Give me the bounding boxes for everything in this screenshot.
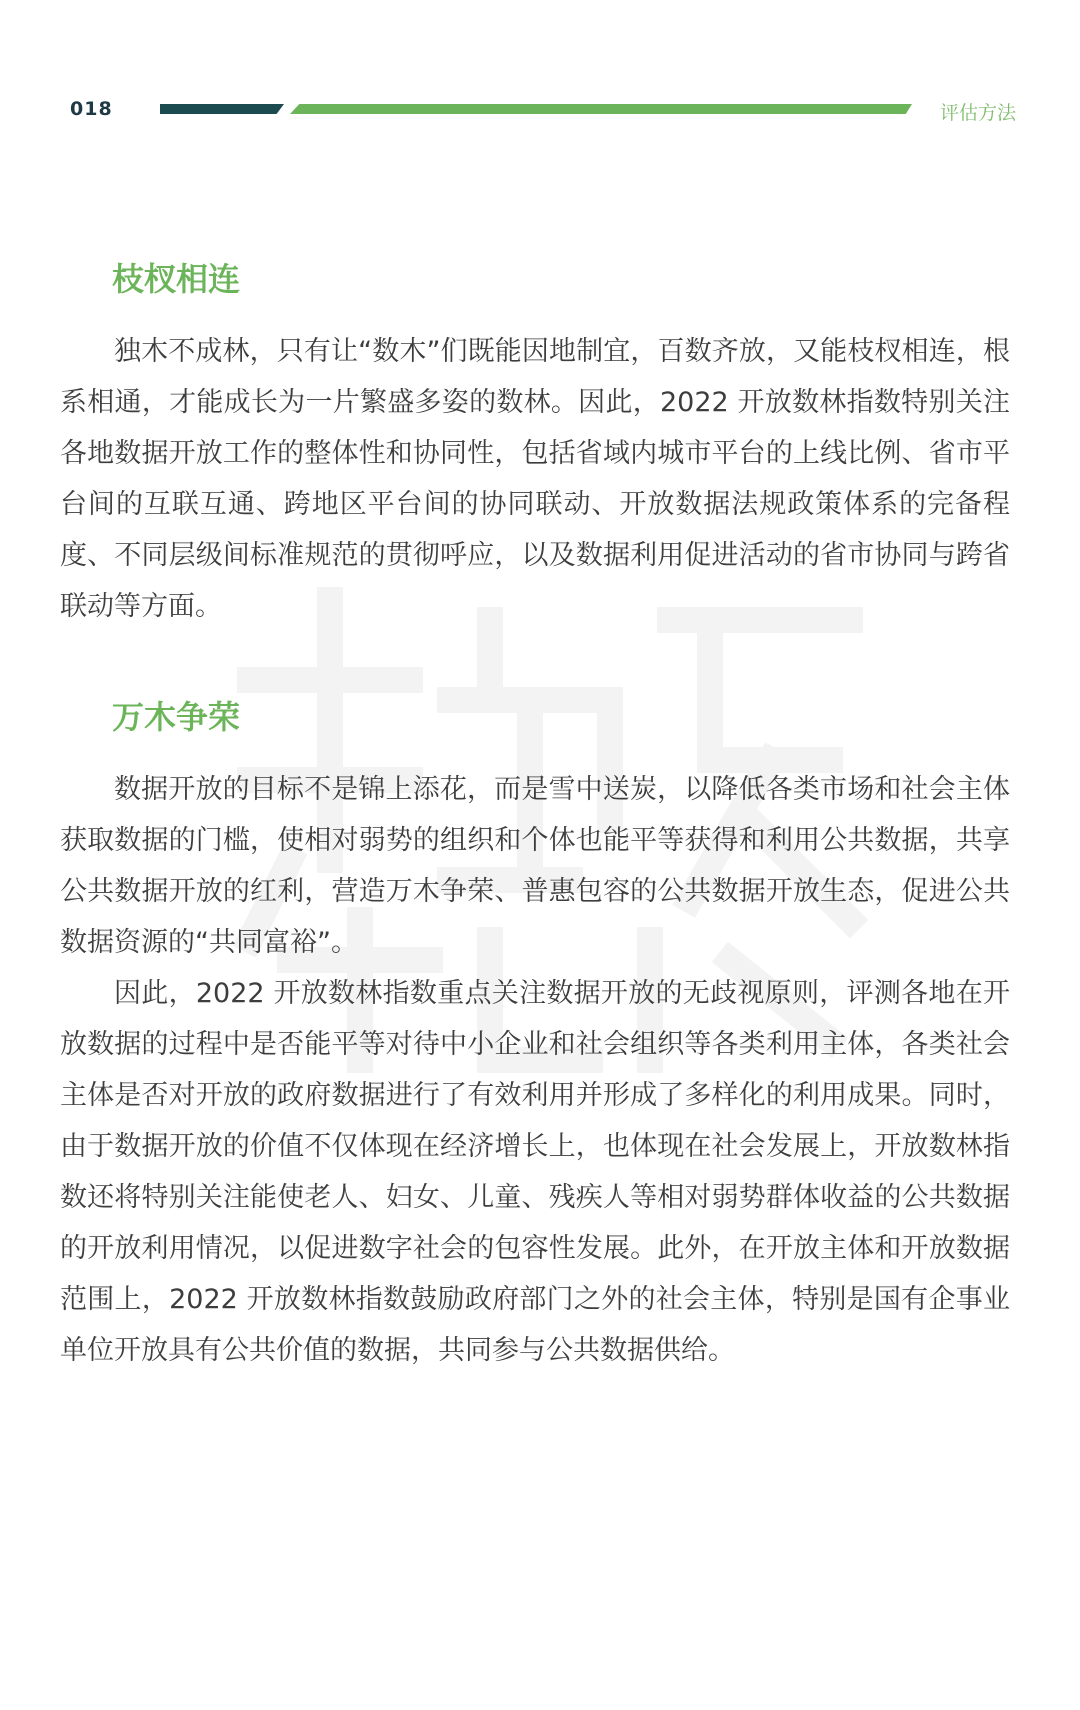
paragraph-flourishing-1: 数据开放的目标不是锦上添花，而是雪中送炭，以降低各类市场和社会主体获取数据的门槛，使相对弱势的组织和个体也能平等获得和利用公共数据，共享公共数据开放的红利，营造万木争荣、普惠包容的公共数据开放生态，促进公共数据资源的“共同富裕”。 <box>60 774 1010 958</box>
page-header <box>0 0 1080 150</box>
header-bar-dark <box>160 104 284 114</box>
page-number: 018 <box>70 98 113 120</box>
section-label: 评估方法 <box>940 102 1017 124</box>
main-content <box>60 240 1010 1376</box>
paragraph-flourishing-2: 因此，2022 开放数林指数重点关注数据开放的无歧视原则，评测各地在开放数据的过程中是否能平等对待中小企业和社会组织等各类利用主体，各类社会主体是否对开放的政府数据进行了有效利用并形成了多样化的利用成果。同时，由于数据开放的价值不仅体现在经济增长上，也体现在社会发展上，开放数林指数还将特别关注能使老人、妇女、儿童、残疾人等相对弱势群体收益的公共数据的开放利用情况，以促进数字社会的包容性发展。此外，在开放主体和开放数据范围上，2022 开放数林指数鼓励政府部门之外的社会主体，特别是国有企事业单位开放具有公共价值的数据，共同参与公共数据供给。 <box>60 978 1010 1366</box>
section-heading-branches: 枝杈相连 <box>112 260 241 298</box>
paragraph-branches: 独木不成林，只有让“数木”们既能因地制宜，百数齐放，又能枝杈相连，根系相通，才能成长为一片繁盛多姿的数林。因此，2022 开放数林指数特别关注各地数据开放工作的整体性和协同性，包括省域内城市平台的上线比例、省市平台间的互联互通、跨地区平台间的协同联动、开放数据法规政策体系的完备程度、不同层级间标准规范的贯彻呼应，以及数据利用促进活动的省市协同与跨省联动等方面。 <box>60 336 1010 622</box>
header-bar-green <box>290 104 912 114</box>
section-heading-flourishing: 万木争荣 <box>112 698 241 736</box>
